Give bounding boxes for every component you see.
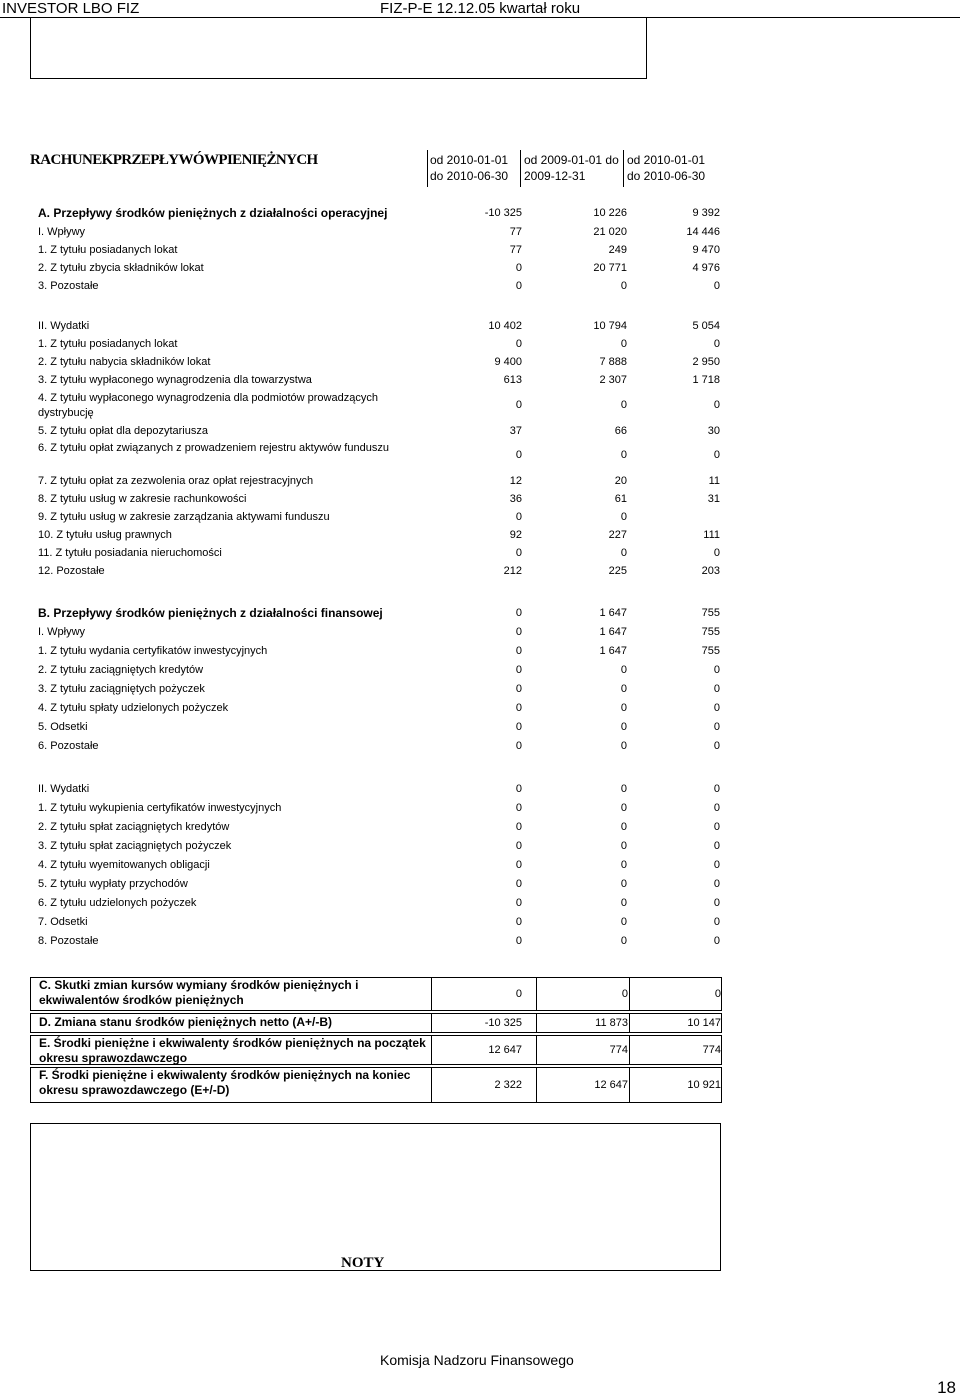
cell-divider bbox=[629, 1014, 630, 1032]
top-empty-box bbox=[30, 18, 647, 79]
period-3-end: do 2010-06-30 bbox=[627, 169, 706, 183]
row-label: I. Wpływy bbox=[38, 226, 86, 238]
row-value-col-3: 31 bbox=[707, 493, 720, 505]
row-value-col-2: 7 888 bbox=[599, 356, 627, 368]
row-value-col-2: 0 bbox=[620, 783, 627, 795]
row-label: 2. Z tytułu spłat zaciągniętych kredytów bbox=[38, 821, 230, 833]
table-row bbox=[30, 336, 722, 354]
row-value-col-3: 1 718 bbox=[692, 374, 720, 386]
table-row bbox=[30, 205, 722, 223]
row-value-col-1: 77 bbox=[509, 226, 522, 238]
cell-divider bbox=[431, 1036, 432, 1064]
row-value-col-3: 30 bbox=[707, 425, 720, 437]
row-label: 8. Pozostałe bbox=[38, 935, 99, 947]
row-label: 5. Z tytułu opłat dla depozytariusza bbox=[38, 425, 208, 437]
row-value-col-3: 0 bbox=[713, 916, 720, 928]
row-value-col-3: 0 bbox=[713, 935, 720, 947]
table-row bbox=[30, 491, 722, 509]
row-value-col-3: 0 bbox=[713, 740, 720, 752]
cell-divider bbox=[536, 1036, 537, 1064]
row-value-col-2: 0 bbox=[620, 280, 627, 292]
row-label: 2. Z tytułu zaciągniętych kredytów bbox=[38, 664, 204, 676]
row-label: B. Przepływy środków pieniężnych z działalności finansowej bbox=[38, 606, 383, 620]
row-label: II. Wydatki bbox=[38, 783, 90, 795]
row-value-col-1: 12 647 bbox=[488, 1044, 522, 1056]
row-value-col-3: 111 bbox=[703, 529, 720, 541]
row-label: 6. Z tytułu opłat związanych z prowadzeniem rejestru aktywów funduszu bbox=[38, 442, 389, 454]
cell-divider bbox=[629, 978, 630, 1010]
table-row bbox=[30, 391, 722, 421]
row-label: 5. Odsetki bbox=[38, 721, 88, 733]
row-value-col-3: 11 bbox=[708, 475, 720, 487]
cell-divider bbox=[629, 1068, 630, 1102]
row-value-col-1: 9 400 bbox=[494, 356, 522, 368]
row-value-col-2: 0 bbox=[620, 511, 627, 523]
row-value-col-1: 0 bbox=[515, 897, 522, 909]
row-value-col-3: 4 976 bbox=[692, 262, 720, 274]
period-divider bbox=[623, 150, 624, 187]
row-value-col-2: 12 647 bbox=[594, 1079, 628, 1091]
table-row bbox=[30, 681, 722, 699]
row-value-col-2: 66 bbox=[614, 425, 627, 437]
row-value-col-2: 249 bbox=[608, 244, 627, 256]
row-value-col-2: 61 bbox=[614, 493, 627, 505]
row-label: 3. Z tytułu zaciągniętych pożyczek bbox=[38, 683, 205, 695]
row-value-col-1: 2 322 bbox=[494, 1079, 522, 1091]
row-label: 3. Pozostałe bbox=[38, 280, 99, 292]
row-label: 4. Z tytułu wyemitowanych obligacji bbox=[38, 859, 210, 871]
row-label: 1. Z tytułu posiadanych lokat bbox=[38, 244, 178, 256]
row-value-col-1: 0 bbox=[515, 916, 522, 928]
row-value-col-2: 20 771 bbox=[593, 262, 627, 274]
row-value-col-1: 0 bbox=[515, 721, 522, 733]
row-value-col-3: 0 bbox=[713, 897, 720, 909]
table-row bbox=[30, 1013, 722, 1033]
period-3-start: od 2010-01-01 bbox=[627, 153, 706, 167]
row-value-col-3: 9 470 bbox=[692, 244, 720, 256]
row-value-col-1: 212 bbox=[503, 565, 522, 577]
row-value-col-1: 92 bbox=[509, 529, 522, 541]
row-value-col-1: 0 bbox=[515, 338, 522, 350]
row-value-col-2: 0 bbox=[620, 859, 627, 871]
cell-divider bbox=[629, 1036, 630, 1064]
row-value-col-3: 14 446 bbox=[686, 226, 720, 238]
row-value-col-1: 0 bbox=[515, 840, 522, 852]
table-row bbox=[30, 800, 722, 818]
row-value-col-1: 0 bbox=[515, 702, 522, 714]
table-row bbox=[30, 509, 722, 527]
row-value-col-3: 0 bbox=[713, 783, 720, 795]
row-value-col-3: 0 bbox=[713, 821, 720, 833]
row-value-col-1: 10 402 bbox=[488, 320, 522, 332]
period-header-2 bbox=[524, 152, 619, 184]
row-value-col-2: 21 020 bbox=[593, 226, 627, 238]
table-row bbox=[30, 914, 722, 932]
row-value-col-2: 11 873 bbox=[595, 1017, 628, 1029]
row-value-col-1: 0 bbox=[515, 683, 522, 695]
row-value-col-3: 203 bbox=[701, 565, 720, 577]
row-value-col-3: 0 bbox=[713, 802, 720, 814]
statement-title: RACHUNEKPRZEPŁYWÓWPIENIĘŻNYCH bbox=[30, 152, 318, 168]
cell-divider bbox=[536, 1014, 537, 1032]
period-1-end: do 2010-06-30 bbox=[430, 169, 509, 183]
row-value-col-2: 0 bbox=[620, 897, 627, 909]
cell-divider bbox=[431, 978, 432, 1010]
table-row bbox=[30, 977, 722, 1011]
table-row bbox=[30, 1067, 722, 1103]
table-row bbox=[30, 719, 722, 737]
table-row bbox=[30, 441, 722, 471]
row-value-col-1: 0 bbox=[515, 783, 522, 795]
row-value-col-2: 0 bbox=[620, 702, 627, 714]
row-value-col-2: 0 bbox=[620, 802, 627, 814]
row-value-col-1: 36 bbox=[509, 493, 522, 505]
table-row bbox=[30, 242, 722, 260]
row-value-col-3: 0 bbox=[713, 664, 720, 676]
period-2-end: 2009-12-31 bbox=[524, 169, 586, 183]
row-label: C. Skutki zmian kursów wymiany środków pieniężnych i ekwiwalentów środków pieniężnych bbox=[39, 978, 359, 1007]
period-divider bbox=[520, 150, 521, 187]
row-value-col-3: 755 bbox=[701, 626, 720, 638]
row-value-col-1: 37 bbox=[509, 425, 522, 437]
row-value-col-2: 0 bbox=[620, 721, 627, 733]
row-value-col-1: 0 bbox=[515, 645, 522, 657]
table-row bbox=[30, 700, 722, 718]
cell-divider bbox=[536, 1068, 537, 1102]
row-value-col-3: 0 bbox=[714, 988, 721, 1000]
row-value-col-1: 0 bbox=[515, 607, 522, 619]
row-label: 11. Z tytułu posiadania nieruchomości bbox=[38, 547, 222, 559]
table-row bbox=[30, 563, 722, 581]
row-value-col-1: 0 bbox=[515, 935, 522, 947]
row-label: II. Wydatki bbox=[38, 320, 90, 332]
row-label: 1. Z tytułu posiadanych lokat bbox=[38, 338, 178, 350]
table-row bbox=[30, 473, 722, 491]
row-value-col-3: 755 bbox=[701, 645, 720, 657]
row-value-col-1: 0 bbox=[515, 859, 522, 871]
row-value-col-3: 0 bbox=[713, 683, 720, 695]
row-label: 9. Z tytułu usług w zakresie zarządzania aktywami funduszu bbox=[38, 511, 330, 523]
row-value-col-1: 0 bbox=[515, 449, 522, 461]
row-value-col-2: 0 bbox=[620, 916, 627, 928]
row-value-col-3: 0 bbox=[713, 859, 720, 871]
row-value-col-3: 0 bbox=[713, 721, 720, 733]
row-label: 4. Z tytułu wypłaconego wynagrodzenia dla podmiotów prowadzących dystrybucję bbox=[38, 392, 378, 419]
row-value-col-2: 2 307 bbox=[599, 374, 627, 386]
table-row bbox=[30, 838, 722, 856]
table-row bbox=[30, 876, 722, 894]
row-label: 7. Z tytułu opłat za zezwolenia oraz opłat rejestracyjnych bbox=[38, 475, 314, 487]
row-label: 8. Z tytułu usług w zakresie rachunkowości bbox=[38, 493, 247, 505]
period-divider bbox=[427, 150, 428, 187]
row-value-col-2: 0 bbox=[621, 988, 628, 1000]
period-1-start: od 2010-01-01 bbox=[430, 153, 509, 167]
row-value-col-2: 0 bbox=[620, 449, 627, 461]
row-value-col-1: 613 bbox=[503, 374, 522, 386]
row-label: I. Wpływy bbox=[38, 626, 86, 638]
row-value-col-1: 0 bbox=[515, 802, 522, 814]
table-row bbox=[30, 224, 722, 242]
row-value-col-3: 774 bbox=[702, 1044, 721, 1056]
table-row bbox=[30, 738, 722, 756]
row-label: 4. Z tytułu spłaty udzielonych pożyczek bbox=[38, 702, 229, 714]
row-label: 6. Pozostałe bbox=[38, 740, 99, 752]
row-label: 2. Z tytułu zbycia składników lokat bbox=[38, 262, 204, 274]
row-value-col-1: 0 bbox=[515, 878, 522, 890]
row-value-col-3: 755 bbox=[701, 607, 720, 619]
row-value-col-1: 0 bbox=[515, 280, 522, 292]
notes-heading: NOTY bbox=[341, 1255, 385, 1271]
table-row bbox=[30, 819, 722, 837]
row-value-col-2: 0 bbox=[620, 840, 627, 852]
table-row bbox=[30, 933, 722, 951]
period-header-3 bbox=[627, 152, 705, 184]
row-label: 7. Odsetki bbox=[38, 916, 88, 928]
row-value-col-2: 0 bbox=[620, 547, 627, 559]
table-row bbox=[30, 372, 722, 390]
row-value-col-2: 0 bbox=[620, 935, 627, 947]
row-value-col-1: 0 bbox=[515, 664, 522, 676]
table-row bbox=[30, 605, 722, 623]
table-row bbox=[30, 662, 722, 680]
table-row bbox=[30, 1035, 722, 1065]
header-form-code: FIZ-P-E 12.12.05 kwartał roku bbox=[380, 0, 581, 17]
row-label: A. Przepływy środków pieniężnych z działalności operacyjnej bbox=[38, 206, 388, 220]
table-row bbox=[30, 318, 722, 336]
table-row bbox=[30, 278, 722, 296]
row-value-col-2: 225 bbox=[608, 565, 627, 577]
row-value-col-1: -10 325 bbox=[484, 1017, 522, 1029]
row-value-col-2: 20 bbox=[614, 475, 627, 487]
page-number: 18 bbox=[937, 1378, 956, 1397]
row-label: 12. Pozostałe bbox=[38, 565, 105, 577]
row-value-col-3: 0 bbox=[713, 280, 720, 292]
row-value-col-1: 12 bbox=[509, 475, 522, 487]
row-value-col-2: 1 647 bbox=[599, 607, 627, 619]
header-fund-name: INVESTOR LBO FIZ bbox=[2, 0, 140, 17]
row-label: 2. Z tytułu nabycia składników lokat bbox=[38, 356, 211, 368]
row-value-col-2: 1 647 bbox=[599, 626, 627, 638]
row-value-col-3: 0 bbox=[713, 840, 720, 852]
row-value-col-3: 0 bbox=[713, 399, 720, 411]
table-row bbox=[30, 781, 722, 799]
row-value-col-1: 0 bbox=[515, 626, 522, 638]
period-header-1 bbox=[430, 152, 508, 184]
row-value-col-2: 0 bbox=[620, 878, 627, 890]
row-value-col-3: 0 bbox=[713, 702, 720, 714]
row-value-col-2: 0 bbox=[620, 664, 627, 676]
table-row bbox=[30, 545, 722, 563]
row-value-col-3: 9 392 bbox=[692, 207, 720, 219]
row-value-col-1: 0 bbox=[515, 511, 522, 523]
row-value-col-3: 0 bbox=[713, 878, 720, 890]
table-row bbox=[30, 423, 722, 441]
row-value-col-3: 10 921 bbox=[687, 1079, 721, 1091]
row-value-col-2: 227 bbox=[608, 529, 627, 541]
bottom-empty-box bbox=[30, 1123, 721, 1271]
row-label: E. Środki pieniężne i ekwiwalenty środków pieniężnych na początek okresu sprawozdawczego bbox=[39, 1036, 426, 1065]
row-value-col-1: 0 bbox=[515, 740, 522, 752]
cell-divider bbox=[431, 1068, 432, 1102]
row-label: 1. Z tytułu wydania certyfikatów inwestycyjnych bbox=[38, 645, 268, 657]
row-value-col-1: 77 bbox=[509, 244, 522, 256]
row-value-col-2: 0 bbox=[620, 683, 627, 695]
row-label: 6. Z tytułu udzielonych pożyczek bbox=[38, 897, 197, 909]
row-value-col-2: 1 647 bbox=[599, 645, 627, 657]
row-value-col-1: 0 bbox=[515, 547, 522, 559]
row-label: 5. Z tytułu wypłaty przychodów bbox=[38, 878, 188, 890]
row-value-col-1: 0 bbox=[515, 399, 522, 411]
row-value-col-3: 5 054 bbox=[692, 320, 720, 332]
table-row bbox=[30, 857, 722, 875]
cell-divider bbox=[431, 1014, 432, 1032]
table-row bbox=[30, 643, 722, 661]
table-row bbox=[30, 895, 722, 913]
row-value-col-2: 774 bbox=[609, 1044, 628, 1056]
row-value-col-1: 0 bbox=[515, 262, 522, 274]
row-value-col-2: 0 bbox=[620, 338, 627, 350]
table-row bbox=[30, 354, 722, 372]
cell-divider bbox=[536, 978, 537, 1010]
row-value-col-2: 0 bbox=[620, 821, 627, 833]
row-value-col-3: 10 147 bbox=[687, 1017, 721, 1029]
row-label: 1. Z tytułu wykupienia certyfikatów inwestycyjnych bbox=[38, 802, 282, 814]
row-value-col-2: 10 794 bbox=[593, 320, 627, 332]
row-value-col-2: 10 226 bbox=[593, 207, 627, 219]
row-value-col-3: 2 950 bbox=[692, 356, 720, 368]
row-value-col-3: 0 bbox=[713, 547, 720, 559]
row-label: F. Środki pieniężne i ekwiwalenty środków pieniężnych na koniec okresu sprawozdawczego (E+/-D) bbox=[39, 1068, 411, 1097]
row-label: 3. Z tytułu spłat zaciągniętych pożyczek bbox=[38, 840, 232, 852]
table-row bbox=[30, 527, 722, 545]
row-value-col-3: 0 bbox=[713, 449, 720, 461]
period-2-start: od 2009-01-01 do bbox=[524, 153, 619, 167]
row-label: 10. Z tytułu usług prawnych bbox=[38, 529, 172, 541]
row-label: 3. Z tytułu wypłaconego wynagrodzenia dla towarzystwa bbox=[38, 374, 312, 386]
footer-authority: Komisja Nadzoru Finansowego bbox=[380, 1352, 574, 1368]
table-row bbox=[30, 260, 722, 278]
row-value-col-2: 0 bbox=[620, 740, 627, 752]
row-value-col-2: 0 bbox=[620, 399, 627, 411]
row-value-col-1: -10 325 bbox=[484, 207, 522, 219]
row-value-col-3: 0 bbox=[713, 338, 720, 350]
row-value-col-1: 0 bbox=[515, 821, 522, 833]
table-row bbox=[30, 624, 722, 642]
row-label: D. Zmiana stanu środków pieniężnych netto (A+/-B) bbox=[39, 1015, 333, 1029]
row-value-col-1: 0 bbox=[515, 988, 522, 1000]
